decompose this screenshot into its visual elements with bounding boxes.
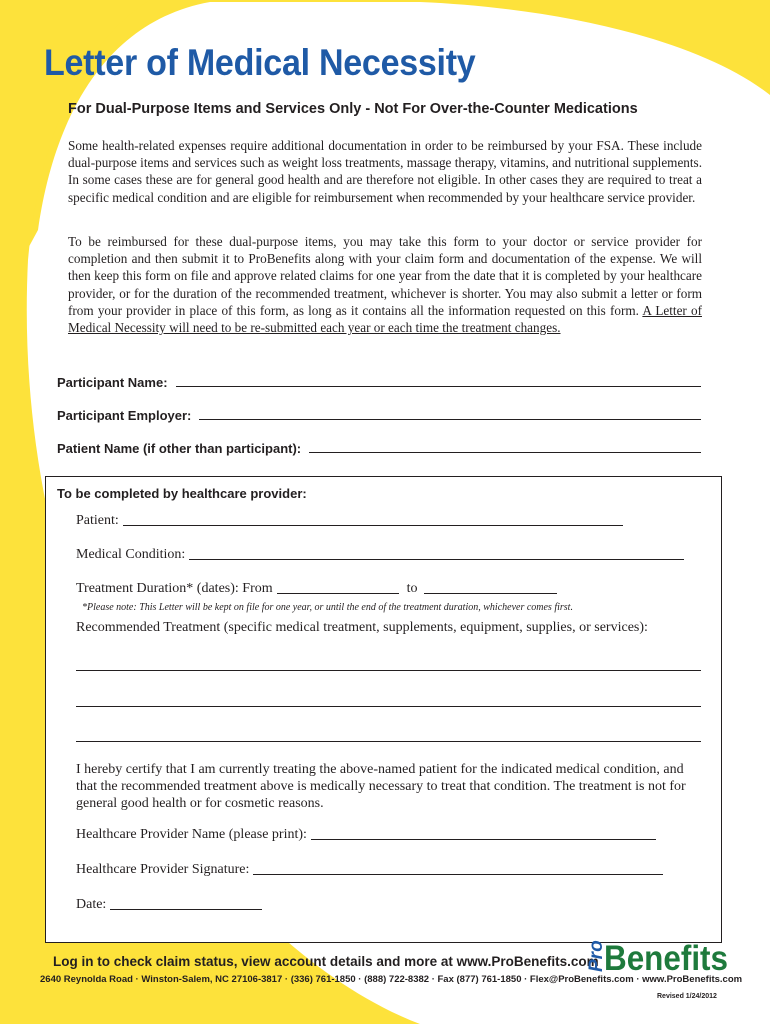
treatment-line-2[interactable] [76, 706, 701, 707]
logo-pro-text: Pro [586, 940, 607, 972]
page-title: Letter of Medical Necessity [44, 42, 476, 83]
logo-benefits-text: Benefits [604, 939, 728, 974]
intro-paragraph-2-text: To be reimbursed for these dual-purpose items, you may take this form to your doctor or service provider for completion and then submit it to ProBenefits along with your claim form and documentation of the expense. We will then keep this form on file and approve related claims for one year from the date that it is completed by your healthcare provider, or for the duration of the recommended treatment, whichever is shorter. You may also submit a letter or form from your provider in place of this form, as long as it contains all the information requested on this form. [68, 234, 702, 318]
provider-name-input-line[interactable] [311, 839, 656, 840]
participant-employer-label: Participant Employer: [57, 408, 192, 423]
participant-employer-input-line[interactable] [199, 419, 701, 420]
certification-statement: I hereby certify that I am currently treating the above-named patient for the indicated medical condition, and that the recommended treatment above is medically necessary to treat that condition. The treatment is not for general good health or for cosmetic reasons. [76, 762, 686, 811]
date-label: Date: [76, 897, 107, 912]
recommended-treatment-field [76, 620, 648, 636]
provider-section-heading: To be completed by healthcare provider: [57, 486, 307, 501]
provider-signature-label: Healthcare Provider Signature: [76, 862, 250, 877]
intro-paragraph-2 [68, 233, 702, 336]
treatment-line-1[interactable] [76, 670, 701, 671]
medical-condition-label: Medical Condition: [76, 547, 186, 562]
footer-login-text: Log in to check claim status, view account details and more at www.ProBenefits.com [53, 954, 599, 969]
provider-name-label: Healthcare Provider Name (please print): [76, 827, 307, 842]
resubmit-notice: A Letter of Medical Necessity will need to be re-submitted each year or each time the treatment changes. [68, 302, 702, 336]
medical-condition-input-line[interactable] [189, 559, 684, 560]
participant-name-label: Participant Name: [57, 375, 168, 390]
treatment-duration-field[interactable] [76, 581, 557, 597]
recommended-treatment-label: Recommended Treatment (specific medical treatment, supplements, equipment, supplies, or services): [76, 620, 648, 635]
probenefits-logo [582, 932, 732, 974]
date-field[interactable] [76, 897, 262, 913]
provider-section [45, 476, 722, 943]
revision-date: Revised 1/24/2012 [657, 993, 717, 1000]
patient-name-label: Patient Name (if other than participant): [57, 441, 302, 456]
duration-to-label: to [406, 581, 418, 596]
medical-condition-field[interactable] [76, 547, 684, 563]
patient-name-input-line[interactable] [309, 452, 701, 453]
provider-name-field[interactable] [76, 827, 656, 843]
treatment-line-3[interactable] [76, 741, 701, 742]
patient-name-field[interactable] [57, 436, 701, 456]
duration-to-input-line[interactable] [424, 593, 557, 594]
provider-signature-input-line[interactable] [253, 874, 663, 875]
date-input-line[interactable] [110, 909, 262, 910]
duration-from-input-line[interactable] [277, 593, 399, 594]
footer-address: 2640 Reynolda Road · Winston-Salem, NC 27106-3817 · (336) 761-1850 · (888) 722-8382 · Fax (877) 761-1850 · Flex@ProBenefits.com · www.ProBenefits.com [40, 974, 743, 985]
treatment-duration-label: Treatment Duration* (dates): From [76, 581, 273, 596]
participant-employer-field[interactable] [57, 403, 701, 423]
participant-name-field[interactable] [57, 370, 701, 390]
provider-signature-field[interactable] [76, 862, 663, 878]
page-subtitle: For Dual-Purpose Items and Services Only - Not For Over-the-Counter Medications [68, 101, 638, 117]
participant-name-input-line[interactable] [176, 386, 701, 387]
provider-patient-field[interactable] [76, 513, 623, 529]
retention-note: *Please note: This Letter will be kept on file for one year, or until the end of the treatment duration, whichever comes first. [82, 602, 573, 613]
intro-paragraph-1: Some health-related expenses require additional documentation in order to be reimbursed by your FSA. These include dual-purpose items and services such as weight loss treatments, massage therapy, vitamins, and nutritional supplements. In some cases these are for general good health and are therefore not eligible. In other cases they are required to treat a specific medical condition and are eligible for reimbursement when recommended by your healthcare service provider. [68, 138, 702, 205]
provider-patient-label: Patient: [76, 513, 119, 528]
provider-patient-input-line[interactable] [123, 525, 623, 526]
